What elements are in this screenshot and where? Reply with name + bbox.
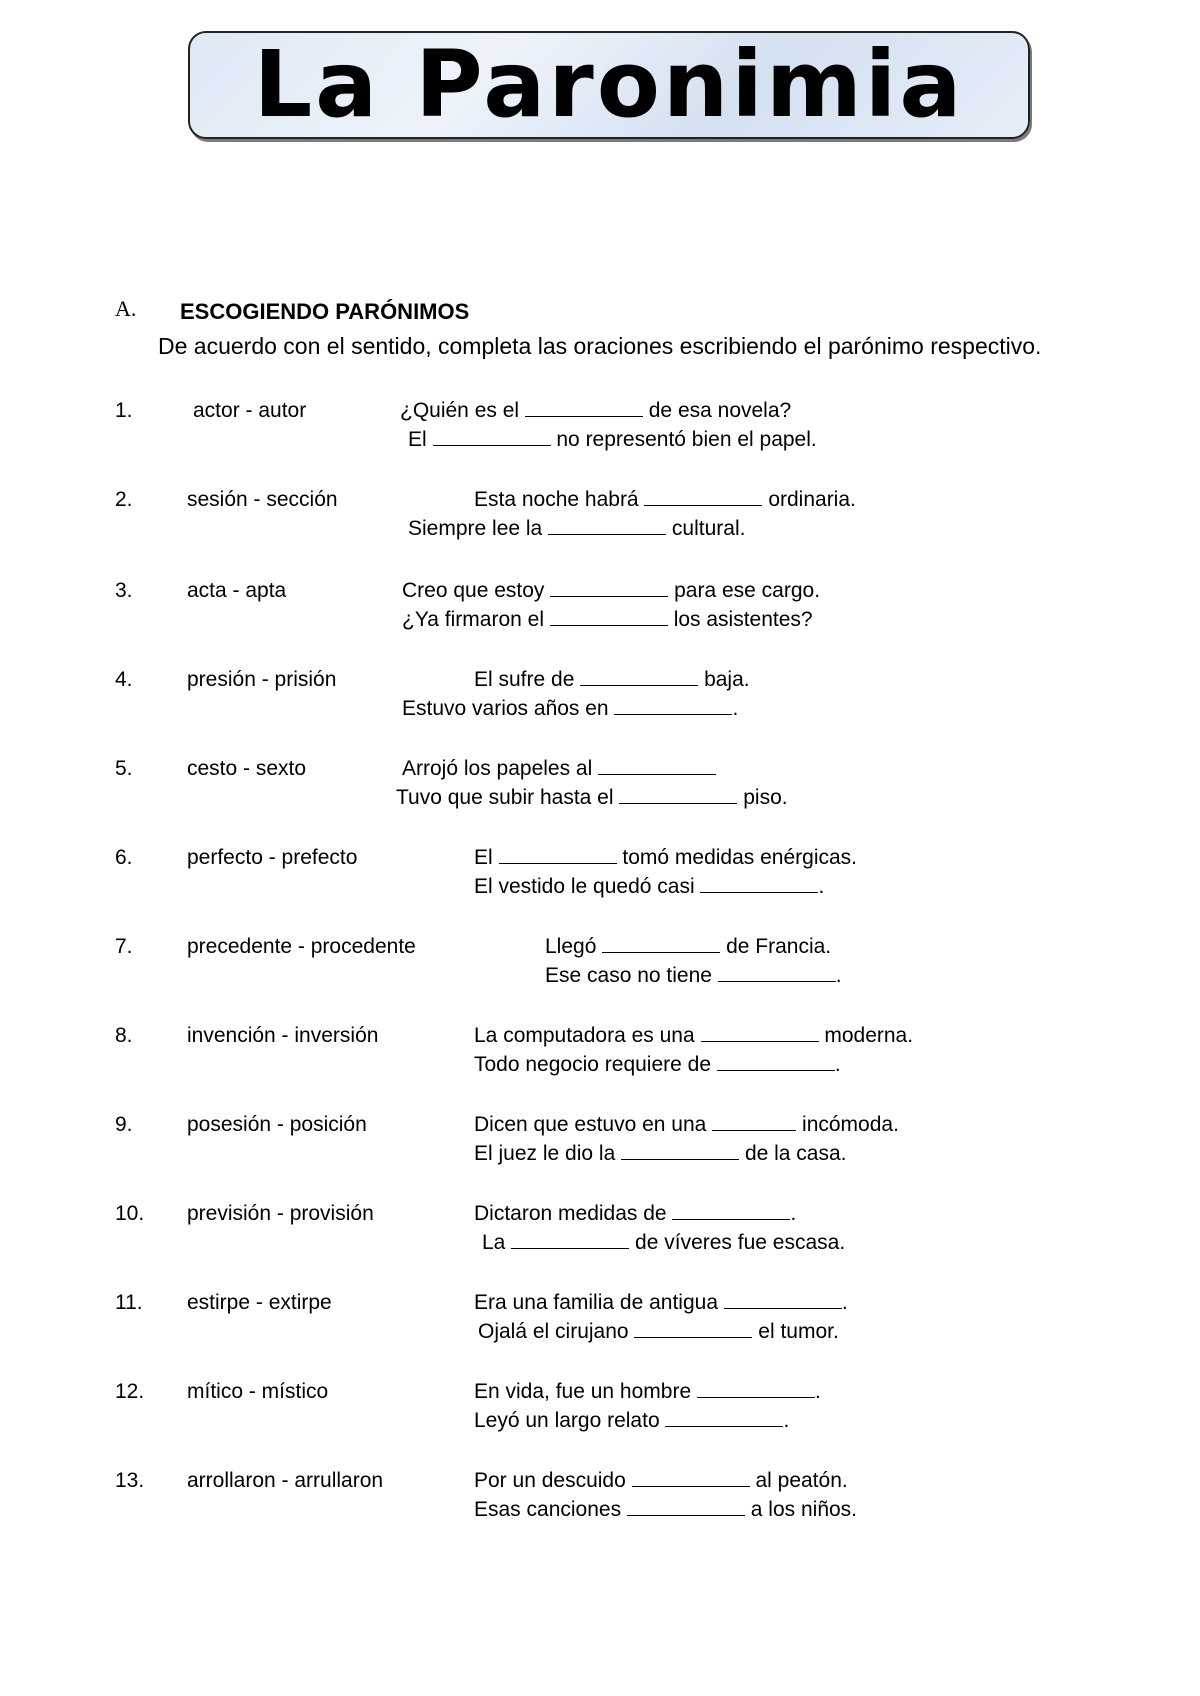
- paronym-pair: cesto - sexto: [187, 757, 307, 780]
- sentence-2: El vestido le quedó casi .: [474, 875, 825, 898]
- sentence-2: El no representó bien el papel.: [408, 428, 817, 451]
- sentence-1: Dictaron medidas de .: [474, 1202, 797, 1225]
- item-number: 13.: [115, 1469, 145, 1492]
- sentence-2: Ojalá el cirujano el tumor.: [478, 1320, 839, 1343]
- sentence-2: La de víveres fue escasa.: [482, 1231, 846, 1254]
- paronym-pair: sesión - sección: [187, 488, 338, 511]
- exercise-item: [0, 1291, 1200, 1351]
- exercise-item: [0, 1113, 1200, 1173]
- exercise-item: [0, 399, 1200, 459]
- paronym-pair: posesión - posición: [187, 1113, 367, 1136]
- sentence-2: Tuvo que subir hasta el piso.: [396, 786, 788, 809]
- exercise-item: [0, 579, 1200, 639]
- item-number: 2.: [115, 488, 133, 511]
- answer-blank[interactable]: [602, 936, 720, 953]
- sentence-1: ¿Quién es el de esa novela?: [400, 399, 792, 422]
- sentence-1: Arrojó los papeles al: [402, 757, 716, 781]
- exercise-item: [0, 935, 1200, 995]
- answer-blank[interactable]: [525, 400, 643, 417]
- item-number: 11.: [115, 1291, 143, 1314]
- answer-blank[interactable]: [697, 1381, 815, 1398]
- answer-blank[interactable]: [724, 1292, 842, 1309]
- answer-blank[interactable]: [433, 429, 551, 446]
- sentence-1: Esta noche habrá ordinaria.: [474, 488, 856, 511]
- item-number: 4.: [115, 668, 133, 691]
- page-title: La Paronimia: [253, 31, 965, 138]
- answer-blank[interactable]: [672, 1203, 790, 1220]
- item-number: 5.: [115, 757, 133, 780]
- exercise-item: [0, 846, 1200, 906]
- section-title: ESCOGIENDO PARÓNIMOS: [180, 299, 470, 324]
- answer-blank[interactable]: [627, 1499, 745, 1516]
- sentence-1: Dicen que estuvo en una incómoda.: [474, 1113, 899, 1136]
- paronym-pair: actor - autor: [193, 399, 307, 422]
- answer-blank[interactable]: [550, 580, 668, 597]
- answer-blank[interactable]: [614, 698, 732, 715]
- item-number: 10.: [115, 1202, 145, 1225]
- sentence-1: En vida, fue un hombre .: [474, 1380, 821, 1403]
- answer-blank[interactable]: [717, 1054, 835, 1071]
- section-instruction: De acuerdo con el sentido, completa las oraciones escribiendo el parónimo respectivo.: [158, 333, 1042, 359]
- answer-blank[interactable]: [701, 1025, 819, 1042]
- item-number: 12.: [115, 1380, 145, 1403]
- answer-blank[interactable]: [632, 1470, 750, 1487]
- sentence-2: ¿Ya firmaron el los asistentes?: [402, 608, 813, 631]
- item-number: 3.: [115, 579, 133, 602]
- paronym-pair: presión - prisión: [187, 668, 337, 691]
- item-number: 9.: [115, 1113, 133, 1136]
- answer-blank[interactable]: [580, 669, 698, 686]
- sentence-1: Creo que estoy para ese cargo.: [402, 579, 821, 602]
- answer-blank[interactable]: [598, 758, 716, 775]
- answer-blank[interactable]: [548, 518, 666, 535]
- paronym-pair: invención - inversión: [187, 1024, 379, 1047]
- sentence-1: Por un descuido al peatón.: [474, 1469, 848, 1492]
- answer-blank[interactable]: [712, 1114, 796, 1131]
- sentence-2: Siempre lee la cultural.: [408, 517, 746, 540]
- answer-blank[interactable]: [634, 1321, 752, 1338]
- item-number: 8.: [115, 1024, 133, 1047]
- item-number: 6.: [115, 846, 133, 869]
- sentence-1: Llegó de Francia.: [545, 935, 832, 958]
- answer-blank[interactable]: [550, 609, 668, 626]
- answer-blank[interactable]: [700, 876, 818, 893]
- paronym-pair: arrollaron - arrullaron: [187, 1469, 384, 1492]
- title-banner: [188, 31, 1030, 139]
- exercise-item: [0, 1202, 1200, 1262]
- exercise-item: [0, 1380, 1200, 1440]
- answer-blank[interactable]: [511, 1232, 629, 1249]
- item-number: 1.: [115, 399, 133, 422]
- sentence-1: Era una familia de antigua .: [474, 1291, 848, 1314]
- paronym-pair: precedente - procedente: [187, 935, 416, 958]
- exercise-item: [0, 1469, 1200, 1529]
- paronym-pair: estirpe - extirpe: [187, 1291, 332, 1314]
- sentence-1: El tomó medidas enérgicas.: [474, 846, 857, 869]
- exercise-item: [0, 757, 1200, 817]
- sentence-2: Ese caso no tiene .: [545, 964, 842, 987]
- exercise-item: [0, 668, 1200, 728]
- answer-blank[interactable]: [665, 1410, 783, 1427]
- sentence-2: El juez le dio la de la casa.: [474, 1142, 847, 1165]
- answer-blank[interactable]: [644, 489, 762, 506]
- sentence-1: El sufre de baja.: [474, 668, 750, 691]
- sentence-2: Todo negocio requiere de .: [474, 1053, 841, 1076]
- paronym-pair: perfecto - prefecto: [187, 846, 358, 869]
- answer-blank[interactable]: [718, 965, 836, 982]
- sentence-1: La computadora es una moderna.: [474, 1024, 914, 1047]
- sentence-2: Leyó un largo relato .: [474, 1409, 790, 1432]
- paronym-pair: previsión - provisión: [187, 1202, 374, 1225]
- answer-blank[interactable]: [621, 1143, 739, 1160]
- exercise-item: [0, 488, 1200, 548]
- section-letter: A.: [115, 296, 137, 321]
- paronym-pair: mítico - místico: [187, 1380, 329, 1403]
- exercise-item: [0, 1024, 1200, 1084]
- answer-blank[interactable]: [619, 787, 737, 804]
- item-number: 7.: [115, 935, 133, 958]
- answer-blank[interactable]: [499, 847, 617, 864]
- sentence-2: Estuvo varios años en .: [402, 697, 739, 720]
- paronym-pair: acta - apta: [187, 579, 287, 602]
- sentence-2: Esas canciones a los niños.: [474, 1498, 858, 1521]
